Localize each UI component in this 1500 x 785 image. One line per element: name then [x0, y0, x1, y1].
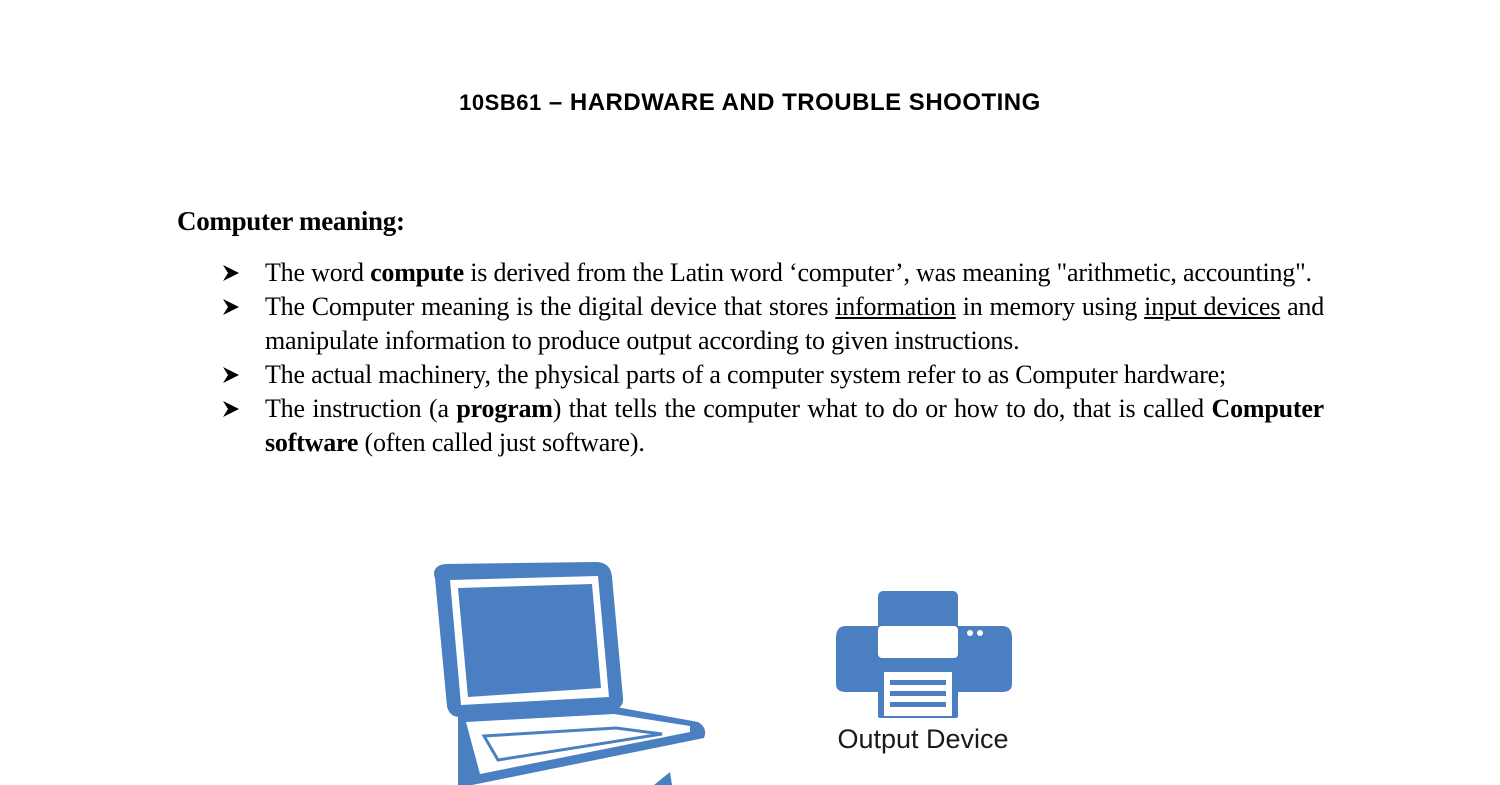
arrow-bullet-icon: [222, 392, 242, 426]
bullet-list: [222, 256, 1324, 460]
bullet-item: [222, 256, 1324, 290]
bullet-text: ) that tells the computer what to do or how to do, that is called: [552, 394, 1212, 423]
bullet-text: (often called just software).: [358, 428, 645, 457]
section-heading: Computer meaning:: [177, 206, 405, 236]
bullet-bold: program: [456, 394, 553, 423]
bullet-bold: compute: [370, 258, 464, 287]
bullet-item: [222, 392, 1324, 460]
arrow-bullet-icon: [222, 290, 242, 324]
title-separator: –: [541, 89, 570, 116]
bullet-text: The actual machinery, the physical parts of a computer system refer to as Computer hardware;: [265, 360, 1227, 389]
bullet-text: The word: [265, 258, 371, 287]
laptop-icon: [428, 560, 718, 785]
page-title: [0, 89, 1500, 117]
bullet-text: in memory using: [955, 292, 1145, 321]
arrow-bullet-icon: [222, 358, 242, 392]
bullet-text: The instruction (a: [265, 394, 457, 423]
title-text: HARDWARE AND TROUBLE SHOOTING: [569, 89, 1041, 116]
bullet-item: [222, 358, 1324, 392]
underlined-term: information: [835, 292, 956, 321]
underlined-term: input devices: [1144, 292, 1281, 321]
course-code: 10SB61: [459, 90, 542, 115]
bullet-bold: Computer software: [265, 394, 1325, 457]
bullet-text: is derived from the Latin word ‘computer’, was meaning "arithmetic, accounting".: [463, 258, 1312, 287]
bullet-text: and manipulate information to produce output according to given instructions.: [265, 292, 1325, 355]
arrow-bullet-icon: [222, 256, 242, 290]
printer-icon: [826, 588, 1020, 723]
bullet-item: [222, 290, 1324, 358]
printer-figure: [826, 588, 1020, 763]
bullet-text: The Computer meaning is the digital device that stores: [265, 292, 836, 321]
printer-caption: Output Device: [837, 724, 1009, 754]
